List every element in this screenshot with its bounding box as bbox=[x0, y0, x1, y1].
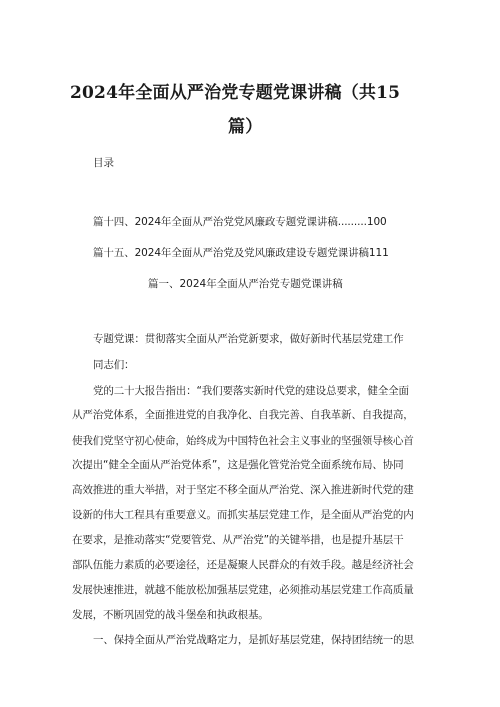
body-line: 党的二十大报告指出：“我们要落实新时代党的建设总要求，健全全面 bbox=[93, 385, 409, 397]
toc-item[interactable]: 篇十四、2024年全面从严治党党风廉政专题党课讲稿.........100 bbox=[93, 216, 387, 228]
toc-heading: 目录 bbox=[93, 157, 114, 169]
body-line: 发展快速推进，就越不能放松加强基层党建，必须推动基层党建工作高质量 bbox=[72, 584, 414, 596]
body-line: 从严治党体系，全面推进党的自我净化、自我完善、自我革新、自我提高， bbox=[72, 409, 414, 421]
body-line: 设新的伟大工程具有重要意义。而抓实基层党建工作，是全面从严治党的内 bbox=[72, 509, 414, 521]
body-line: 使我们党坚守初心使命，始终成为中国特色社会主义事业的坚强领导核心首 bbox=[72, 435, 414, 447]
body-line: 一、保持全面从严治党战略定力，是抓好基层党建，保持团结统一的思 bbox=[93, 634, 414, 646]
section-heading: 篇一、2024年全面从严治党专题党课讲稿 bbox=[148, 278, 343, 290]
body-line: 专题党课：贯彻落实全面从严治党新要求，做好新时代基层党建工作 bbox=[93, 333, 404, 345]
body-line: 高效推进的重大举措，对于坚定不移全面从严治党、深入推进新时代党的建 bbox=[72, 484, 414, 496]
body-line: 发展，不断巩固党的战斗堡垒和执政根基。 bbox=[72, 609, 269, 621]
body-line: 同志们： bbox=[93, 359, 135, 371]
document-title-line-1: 2024年全面从严治党专题党课讲稿（共15 bbox=[70, 83, 401, 103]
body-line: 次提出“健全全面从严治党体系”，这是强化管党治党全面系统布局、协同 bbox=[72, 459, 404, 471]
document-title-line-2: 篇） bbox=[228, 117, 263, 137]
toc-item[interactable]: 篇十五、2024年全面从严治党及党风廉政建设专题党课讲稿111 bbox=[93, 247, 389, 259]
body-line: 在要求，是推动落实“党要管党、从严治党”的关键举措，也是提升基层干 bbox=[72, 534, 404, 546]
body-line: 部队伍能力素质的必要途径，还是凝聚人民群众的有效手段。越是经济社会 bbox=[72, 559, 414, 571]
